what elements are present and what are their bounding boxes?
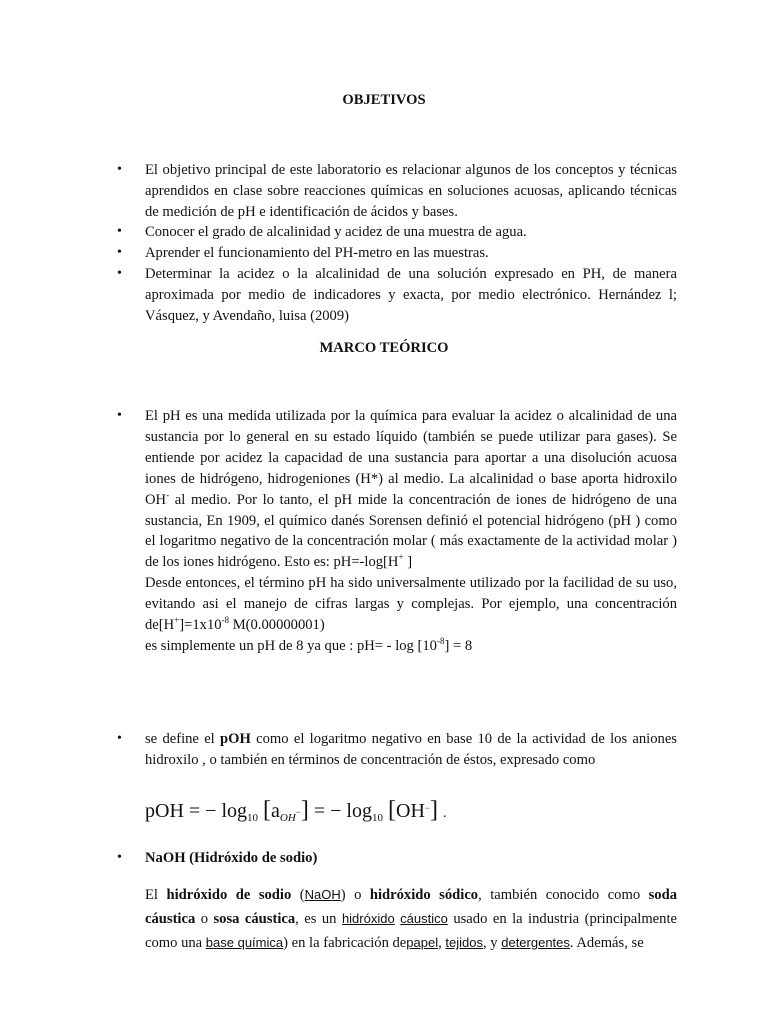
bullet-icon: • xyxy=(117,162,122,177)
link-tejidos[interactable]: tejidos xyxy=(445,935,483,950)
objetivo-text: Conocer el grado de alcalinidad y acidez de una muestra de agua. xyxy=(145,224,527,240)
marco-item-ph xyxy=(117,406,677,657)
ph-paragraph: El pH es una medida utilizada por la química para evaluar la acidez o alcalinidad de una sustancia por lo general en su estado líquido (también se puede utilizar para gases). Se entiende por acidez la capacidad de una sustancia para aportar a una disolución acuosa iones de hidrógeno, hidrogeniones (H*) al medio. La alcalinidad o base aporta hidroxilo OH- al medio. Por lo tanto, el pH mide la concentración de iones de hidrógeno de una sustancia, En 1909, el químico danés Sorensen definió el potencial hidrógeno (pH ) como el logaritmo negativo de la concentración molar ( más exactamente de la actividad molar ) de los iones hidrógeno. Esto es: pH=-log[H+ ] Desde entonces, el término pH ha sido universalmente utilizado por la facilidad de su uso, evitando asi el manejo de cifras largas y complejas. Por ejemplo, una concentración $de[H^+]=1x10^{-8}$ M(0.00000001) es simplemente un pH de 8 ya que : $pH= - \log [10^{-8}] = 8$ xyxy=(145,408,677,654)
link-caustico[interactable]: cáustico xyxy=(400,911,448,926)
objetivo-text: Aprender el funcionamiento del PH-metro en las muestras. xyxy=(145,245,489,261)
objetivo-text: Determinar la acidez o la alcalinidad de una solución expresado en PH, de manera aproximada por medio de indicadores y exacta, por medio electrónico. Hernández l; Vásquez, y Avendaño, luisa (2009) xyxy=(145,266,677,324)
objetivo-item-1 xyxy=(117,160,677,223)
naoh-item xyxy=(117,848,677,869)
objetivo-item-3 xyxy=(117,243,677,264)
objetivo-text: El objetivo principal de este laboratorio es relacionar algunos de los conceptos y técnicas aprendidos en clase sobre reacciones químicas en soluciones acuosas, aplicando técnicas de medición de pH e identificación de ácidos y bases. xyxy=(145,162,677,220)
bullet-icon: • xyxy=(117,850,122,865)
link-base-quimica[interactable]: base química xyxy=(205,935,284,950)
heading-marco-teorico: MARCO TEÓRICO xyxy=(319,340,449,356)
poh-formula: pOH = − $\log_{10} [a_{OH^-}]$ = − $\log_{10} [OH^-]$ . xyxy=(145,797,447,824)
objetivo-item-4 xyxy=(117,264,677,327)
bullet-icon: • xyxy=(117,224,122,239)
bullet-icon: • xyxy=(117,408,122,423)
heading-objetivos: OBJETIVOS xyxy=(342,92,426,108)
naoh-paragraph: El hidróxido de sodio (NaOH) o hidróxido sódico, también conocido como soda cáustica o sosa cáustica, es un hidróxido cáustico usado en la industria (principalmente como una base química) en la fabricación depapel, tejidos, y detergentes. Además, se xyxy=(145,887,677,951)
link-detergentes[interactable]: detergentes xyxy=(501,935,570,950)
objetivo-item-2 xyxy=(117,222,677,243)
bullet-icon: • xyxy=(117,245,122,260)
link-naoh[interactable]: NaOH xyxy=(304,887,341,902)
marco-item-poh xyxy=(117,729,677,771)
naoh-title: NaOH (Hidróxido de sodio) xyxy=(145,850,318,866)
link-papel[interactable]: papel xyxy=(406,935,439,950)
bullet-icon: • xyxy=(117,731,122,746)
bullet-icon: • xyxy=(117,266,122,281)
link-hidroxido[interactable]: hidróxido xyxy=(341,911,395,926)
poh-paragraph: se define el pOH como el logaritmo negativo en base 10 de la actividad de los aniones hidroxilo , o también en términos de concentración de éstos, expresado como xyxy=(145,731,677,768)
